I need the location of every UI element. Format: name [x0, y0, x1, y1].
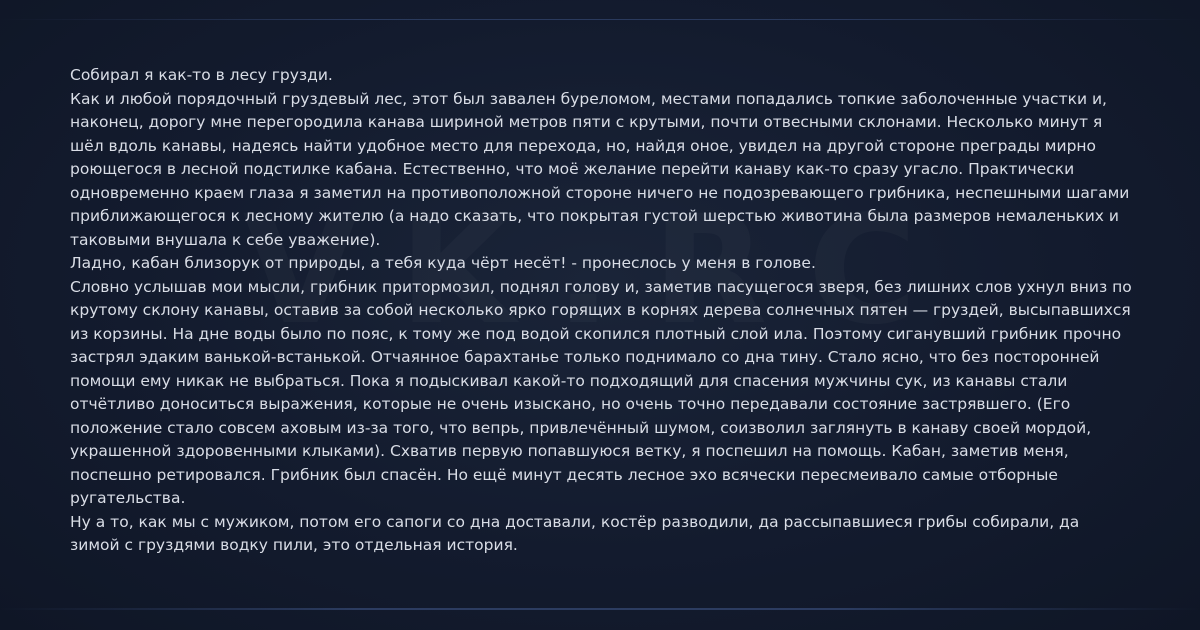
bottom-divider — [0, 608, 1200, 610]
story-paragraph: Собирал я как-то в лесу грузди. — [70, 66, 333, 84]
top-divider — [0, 19, 1200, 20]
story-paragraph: Словно услышав мои мысли, грибник притормозил, поднял голову и, заметив пасущегося зверя, без лишних слов ухнул вниз по крутому склону канавы, оставив за собой несколько ярко горящих в корнях дерева солнечных пятен — груздей, высыпавшихся из корзины. На дне воды было по пояс, к тому же под водой скопился плотный слой ила. Поэтому сиганувший грибник прочно застрял эдаким ванькой-встанькой. Отчаянное барахтанье только поднимало со дна тину. Стало ясно, что без посторонней помощи ему никак не выбраться. Пока я подыскивал какой-то подходящий для спасения мужчины сук, из канавы стали отчётливо доноситься выражения, которые не очень изыскано, но очень точно передавали состояние застрявшего. (Его положение стало совсем аховым из-за того, что вепрь, привлечённый шумом, соизволил заглянуть в канаву своей мордой, украшенной здоровенными клыками). Схватив первую попавшуюся ветку, я поспешил на помощь. Кабан, заметив меня, поспешно ретировался. Грибник был спасён. Но ещё минут десять лесное эхо всячески пересмеивало самые отборные ругательства. — [70, 277, 1132, 507]
story-paragraph: Ну а то, как мы с мужиком, потом его сапоги со дна доставали, костёр разводили, да рассыпавшиеся грибы собирали, да зимой с груздями водку пили, это отдельная история. — [70, 512, 1080, 554]
story-text — [70, 64, 1132, 558]
story-paragraph: Как и любой порядочный груздевый лес, этот был завален буреломом, местами попадались топкие заболоченные участки и, наконец, дорогу мне перегородила канава шириной метров пяти с крутыми, почти отвесными склонами. Несколько минут я шёл вдоль канавы, надеясь найти удобное место для перехода, но, найдя оное, увидел на другой стороне преграды мирно роющегося в лесной подстилке кабана. Естественно, что моё желание перейти канаву как-то сразу угасло. Практически одновременно краем глаза я заметил на противоположной стороне ничего не подозревающего грибника, неспешными шагами приближающегося к лесному жителю (а надо сказать, что покрытая густой шерстью животина была размеров немаленьких и таковыми внушала к себе уважение). — [70, 89, 1130, 249]
story-paragraph: Ладно, кабан близорук от природы, а тебя куда чёрт несёт! - пронеслось у меня в голове. — [70, 254, 816, 272]
